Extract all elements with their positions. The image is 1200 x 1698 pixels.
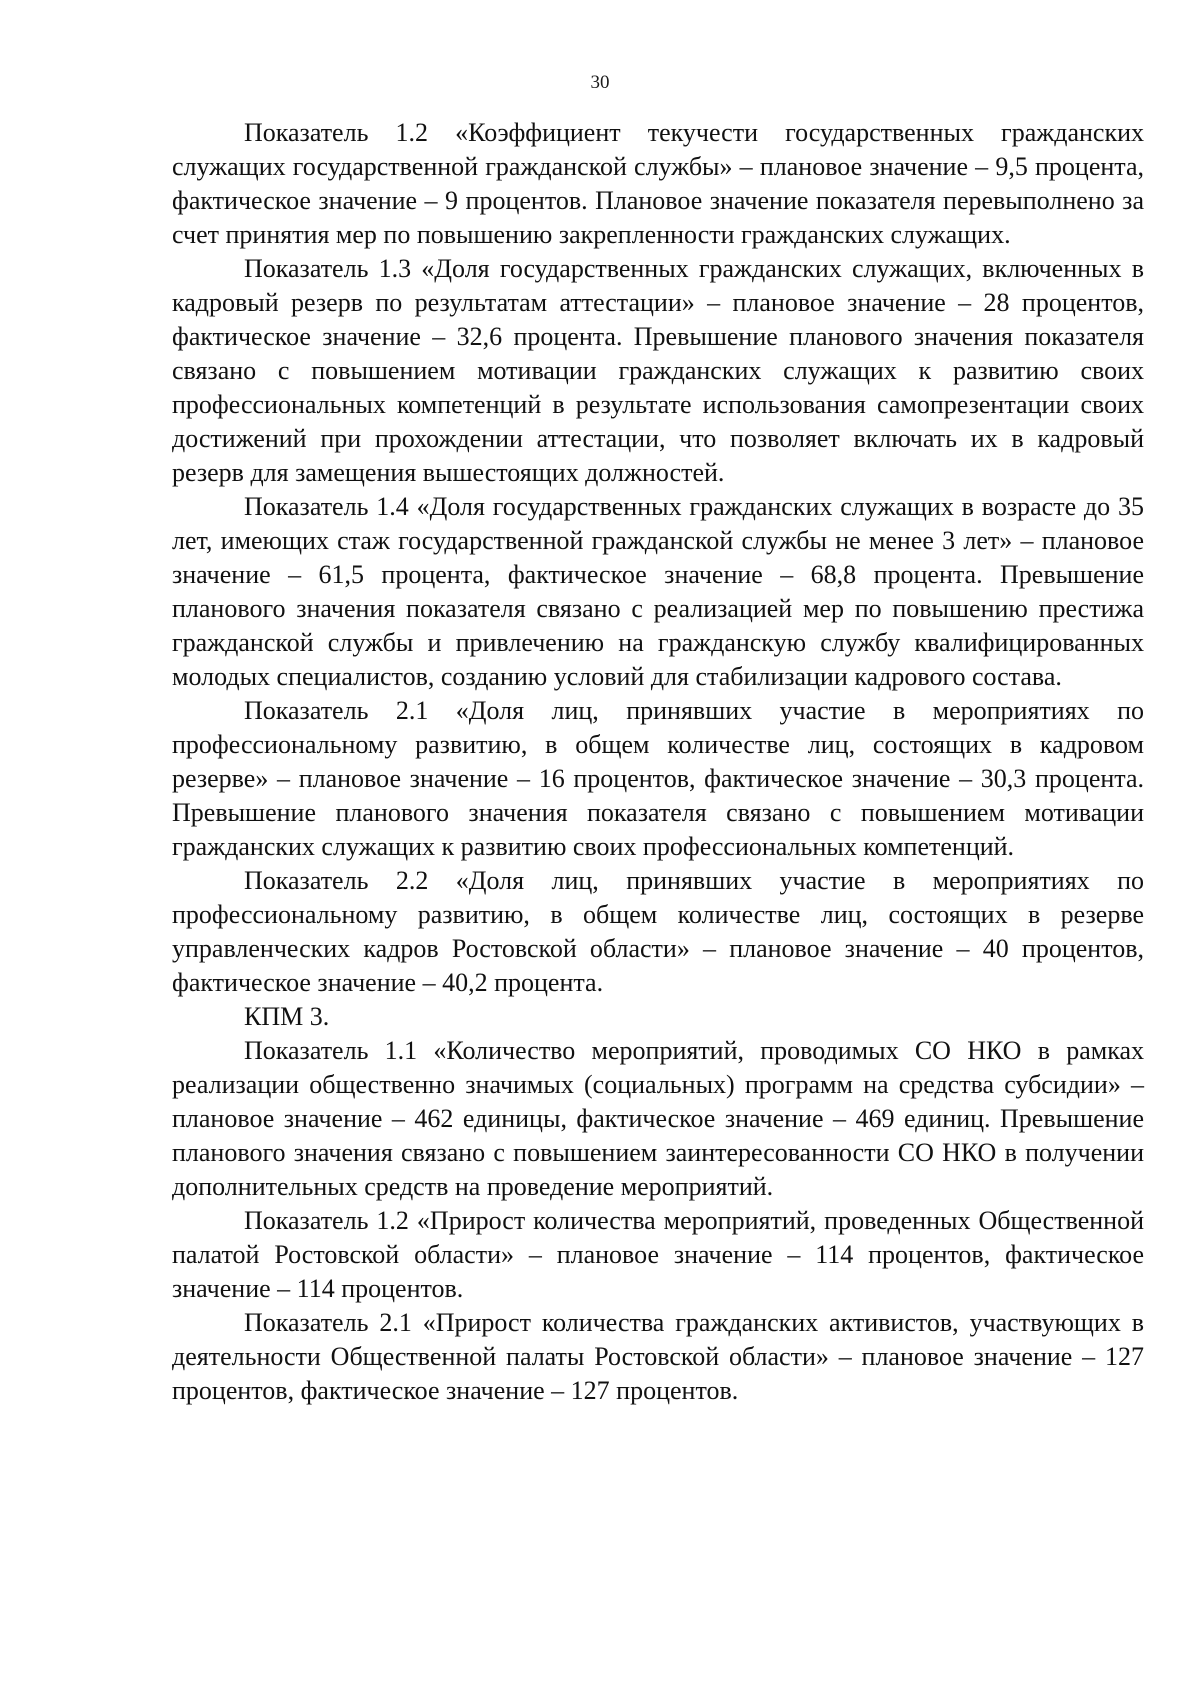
section-heading-kpm-3: КПМ 3. (244, 1002, 330, 1031)
paragraph-kpm3-indicator-2-1: Показатель 2.1 «Прирост количества гражданских активистов, участвующих в деятельности Общественной палаты Ростовской области» – плановое значение – 127 процентов, фактическое значение – 127 процентов. (172, 1308, 1144, 1405)
document-body (172, 116, 1144, 1408)
paragraph-indicator-2-1: Показатель 2.1 «Доля лиц, принявших участие в мероприятиях по профессиональному развитию, в общем количестве лиц, состоящих в кадровом резерве» – плановое значение – 16 процентов, фактическое значение – 30,3 процента. Превышение планового значения показателя связано с повышением мотивации гражданских служащих к развитию своих профессиональных компетенций. (172, 696, 1144, 861)
paragraph-indicator-1-2: Показатель 1.2 «Коэффициент текучести государственных гражданских служащих государственной гражданской службы» – плановое значение – 9,5 процента, фактическое значение – 9 процентов. Плановое значение показателя перевыполнено за счет принятия мер по повышению закрепленности гражданских служащих. (172, 118, 1144, 249)
paragraph-kpm3-indicator-1-2: Показатель 1.2 «Прирост количества мероприятий, проведенных Общественной палатой Ростовской области» – плановое значение – 114 процентов, фактическое значение – 114 процентов. (172, 1206, 1144, 1303)
paragraph-indicator-1-4: Показатель 1.4 «Доля государственных гражданских служащих в возрасте до 35 лет, имеющих стаж государственной гражданской службы не менее 3 лет» – плановое значение – 61,5 процента, фактическое значение – 68,8 процента. Превышение планового значения показателя связано с реализацией мер по повышению престижа гражданской службы и привлечению на гражданскую службу квалифицированных молодых специалистов, созданию условий для стабилизации кадрового состава. (172, 492, 1144, 691)
paragraph-kpm3-indicator-1-1: Показатель 1.1 «Количество мероприятий, проводимых СО НКО в рамках реализации общественно значимых (социальных) программ на средства субсидии» – плановое значение – 462 единицы, фактическое значение – 469 единиц. Превышение планового значения связано с повышением заинтересованности СО НКО в получении дополнительных средств на проведение мероприятий. (172, 1036, 1144, 1201)
page-number: 30 (590, 72, 610, 93)
paragraph-indicator-2-2: Показатель 2.2 «Доля лиц, принявших участие в мероприятиях по профессиональному развитию, в общем количестве лиц, состоящих в резерве управленческих кадров Ростовской области» – плановое значение – 40 процентов, фактическое значение – 40,2 процента. (172, 866, 1144, 997)
paragraph-indicator-1-3: Показатель 1.3 «Доля государственных гражданских служащих, включенных в кадровый резерв по результатам аттестации» – плановое значение – 28 процентов, фактическое значение – 32,6 процента. Превышение планового значения показателя связано с повышением мотивации гражданских служащих к развитию своих профессиональных компетенций в результате использования самопрезентации своих достижений при прохождении аттестации, что позволяет включать их в кадровый резерв для замещения вышестоящих должностей. (172, 254, 1144, 487)
